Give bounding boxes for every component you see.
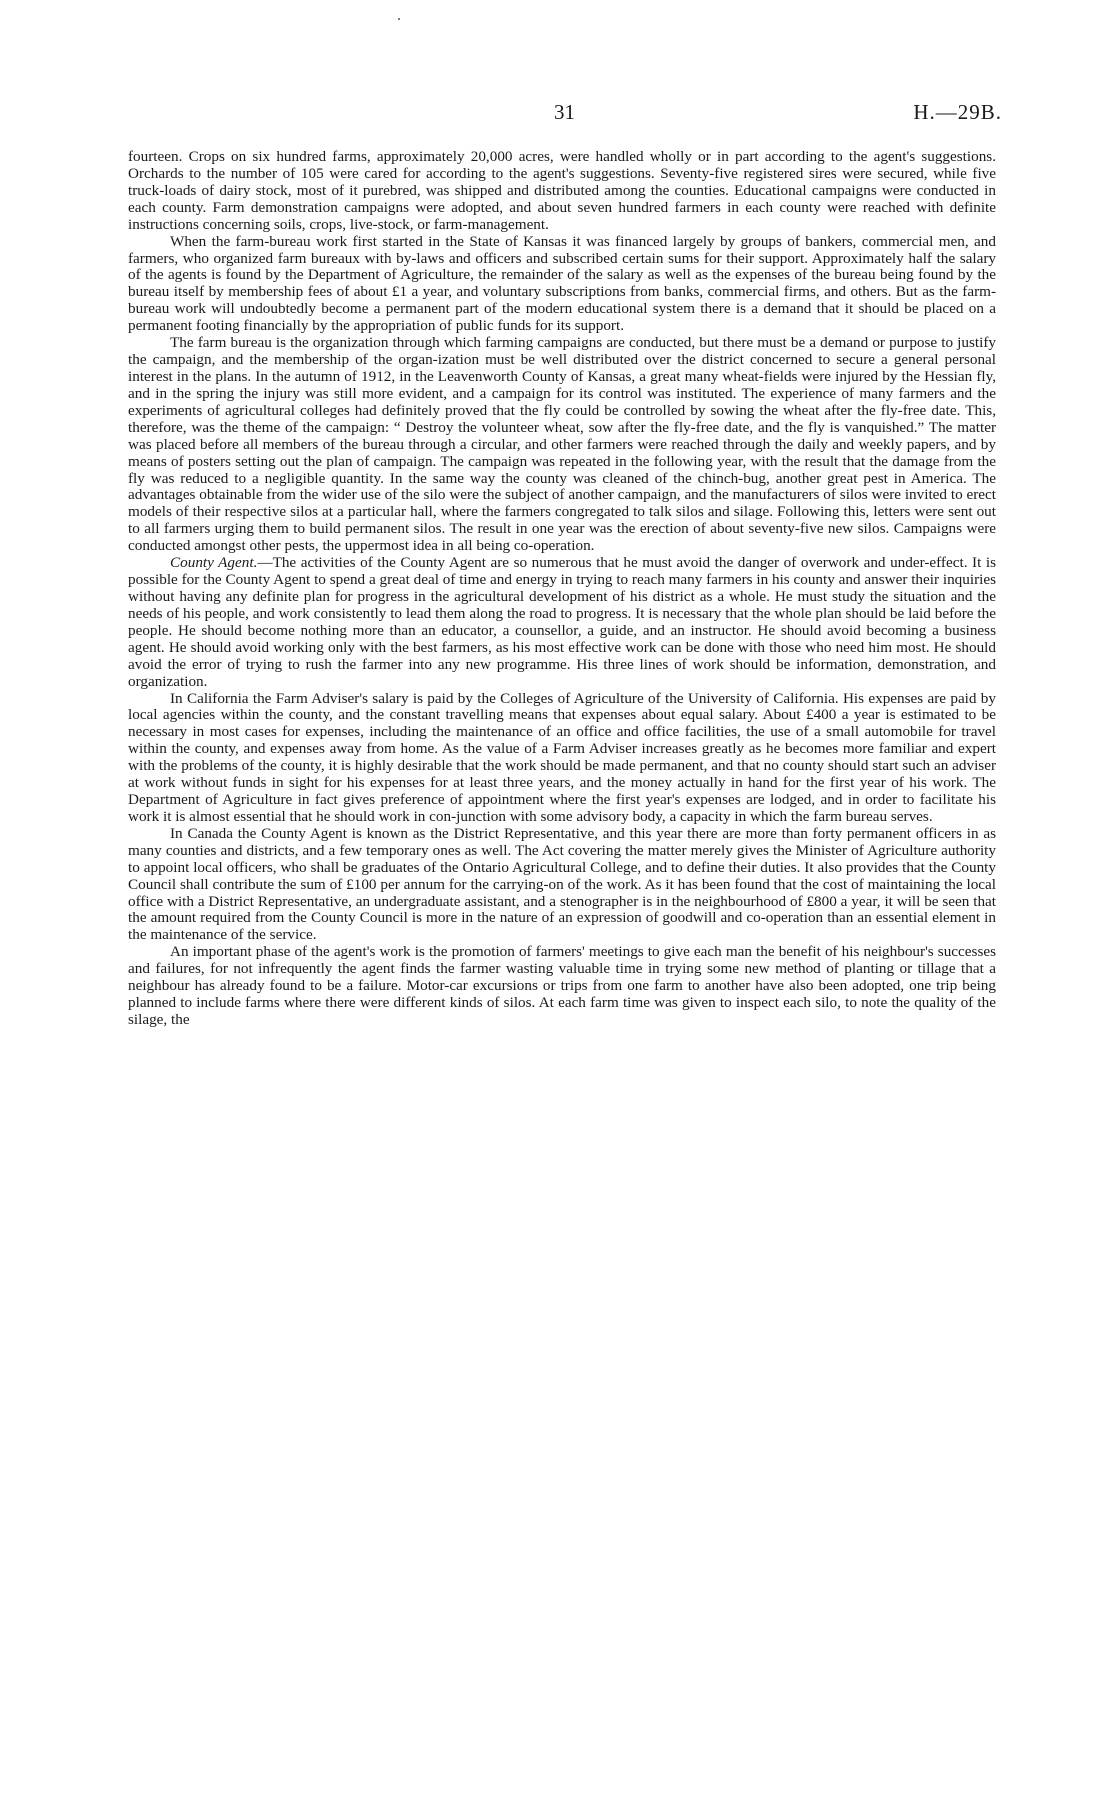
paragraph: [128, 826, 996, 944]
paragraph: [128, 234, 996, 336]
paragraph: [128, 691, 996, 826]
document-reference: H.—29B.: [913, 100, 1002, 124]
paragraph-text: An important phase of the agent's work is the promotion of farmers' meetings to give each man the benefit of his neighbour's successes and failures, for not infrequently the agent finds the farmer wasting valuable time in trying some new method of planting or tillage that a neighbour has already found to be a failure. Motor-car excursions or trips from one farm to another have also been adopted, one trip being planned to include farms where there were different kinds of silos. At each farm time was given to inspect each silo, to note the quality of the silage, the: [128, 943, 996, 1029]
body-text: [128, 149, 996, 1029]
section-heading: County Agent.: [170, 554, 258, 572]
paragraph-continued: [128, 149, 996, 234]
paragraph-text: In California the Farm Adviser's salary is paid by the Colleges of Agriculture of the University of California. His expenses are paid by local agencies within the county, and the constant travelling means that expenses about equal salary. About £400 a year is estimated to be necessary in most cases for expenses, including the maintenance of an office and office facilities, the use of a small automobile for travel within the county, and expenses away from home. As the value of a Farm Adviser increases greatly as he becomes more familiar and expert with the problems of the county, it is highly desirable that the work should be made permanent, and that no county should start such an adviser at work without funds in sight for his expenses for at least three years, and the money actually in hand for the first year of his work. The Department of Agriculture in fact gives preference of appointment where the first year's expenses are lodged, and in order to facilitate his work it is almost essential that he should work in con-junction with some advisory body, a capacity in which the farm bureau serves.: [128, 689, 996, 825]
paragraph-text: —The activities of the County Agent are so numerous that he must avoid the danger of overwork and under-effect. It is possible for the County Agent to spend a great deal of time and energy in trying to reach many farmers in his county and answer their inquiries without having any definite plan for progress in the agricultural development of his district as a whole. He must study the situation and the needs of his people, and work consistently to lead them along the road to progress. It is necessary that the whole plan should be laid before the people. He should become nothing more than an educator, a counsellor, a guide, and an instructor. He should avoid becoming a business agent. He should avoid working only with the best farmers, as his most effective work can be done with those who need him most. He should avoid the error of trying to rush the farmer into any new programme. His three lines of work should be information, demonstration, and organization.: [128, 554, 996, 690]
paragraph-county-agent: [128, 555, 996, 690]
page-number: 31: [554, 100, 575, 124]
paragraph-text: The farm bureau is the organization through which farming campaigns are conducted, but there must be a demand or purpose to justify the campaign, and the membership of the organ-ization must be well distributed over the district concerned to secure a general personal interest in the plans. In the autumn of 1912, in the Leavenworth County of Kansas, a great many wheat-fields were injured by the Hessian fly, and in the spring the injury was still more evident, and a campaign for its control was instituted. The experience of many farmers and the experiments of agricultural colleges had definitely proved that the fly could be controlled by sowing the wheat after the fly-free date. This, therefore, was the theme of the campaign: “ Destroy the volunteer wheat, sow after the fly-free date, and the fly is vanquished.” The matter was placed before all members of the bureau through a circular, and other farmers were reached through the daily and weekly papers, and by means of posters setting out the plan of campaign. The campaign was repeated in the following year, with the result that the damage from the fly was reduced to a negligible quantity. In the same way the county was cleaned of the chinch-bug, another great pest in America. The advantages obtainable from the wider use of the silo were the subject of another campaign, and the manufacturers of silos were invited to erect models of their respective silos at a particular hall, where the farmers congregated to talk silos and silage. Following this, letters were sent out to all farmers urging them to build permanent silos. The result in one year was the erection of about seventy-five new silos. Campaigns were conducted amongst other pests, the uppermost idea in all being co-operation.: [128, 334, 996, 555]
paragraph: [128, 335, 996, 555]
page-header: [128, 100, 1002, 130]
paragraph: [128, 944, 996, 1029]
paragraph-text: In Canada the County Agent is known as the District Representative, and this year there are more than forty permanent officers in as many counties and districts, and a few temporary ones as well. The Act covering the matter merely gives the Minister of Agriculture authority to appoint local officers, who shall be graduates of the Ontario Agricultural College, and to define their duties. It also provides that the County Council shall contribute the sum of £100 per annum for the carrying-on of the work. As it has been found that the cost of maintaining the local office with a District Representative, an undergraduate assistant, and a stenographer is in the neighbourhood of £800 a year, it will be seen that the amount required from the County Council is more in the nature of an expression of goodwill and co-operation than an essential element in the maintenance of the service.: [128, 824, 996, 944]
paragraph-text: When the farm-bureau work first started in the State of Kansas it was financed largely by groups of bankers, commercial men, and farmers, who organized farm bureaux with by-laws and officers and subscribed certain sums for their support. Approximately half the salary of the agents is found by the Department of Agriculture, the remainder of the salary as well as the expenses of the bureau being found by the bureau itself by membership fees of about £1 a year, and voluntary subscriptions from banks, commercial firms, and others. But as the farm-bureau work will undoubtedly become a permanent part of the modern educational system there is a demand that it should be placed on a permanent footing financially by the appropriation of public funds for its support.: [128, 232, 996, 335]
scan-speck: [398, 18, 400, 20]
paragraph-text: fourteen. Crops on six hundred farms, approximately 20,000 acres, were handled wholly or in part according to the agent's suggestions. Orchards to the number of 105 were cared for according to the agent's suggestions. Seventy-five registered sires were secured, while five truck-loads of dairy stock, most of it purebred, was shipped and distributed among the counties. Educational campaigns were conducted in each county. Farm demonstration campaigns were adopted, and about seven hundred farmers in each county were reached with definite instructions concerning soils, crops, live-stock, or farm-management.: [128, 148, 996, 233]
